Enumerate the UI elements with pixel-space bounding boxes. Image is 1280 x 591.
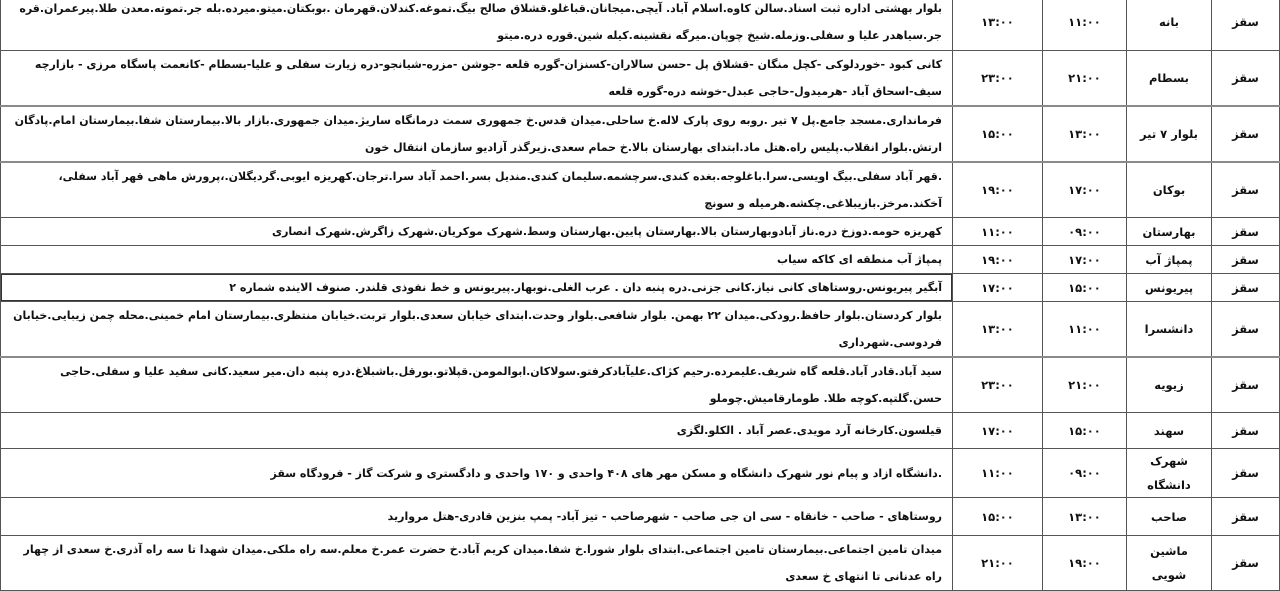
table-row: [1, 0, 1280, 51]
areas-description-cell: بلوار کردستان.بلوار حافظ.رودکی.میدان ۲۲ بهمن. بلوار شافعی.بلوار وحدت.ابتدای خیابان سعدی.بلوار تربت.خیابان منتظری.بیمارستان امام خمینی.محله چمن زیبایی.خیابان فردوسی.شهرداری: [1, 302, 953, 358]
end-time-cell: ۱۹:۰۰: [953, 246, 1043, 274]
end-time-cell: ۱۱:۰۰: [953, 449, 1043, 498]
table-row: [1, 413, 1280, 449]
end-time-cell: ۱۷:۰۰: [953, 413, 1043, 449]
start-time-cell: ۲۱:۰۰: [1043, 357, 1127, 413]
area-cell: بوکان: [1127, 162, 1212, 218]
areas-description-cell: کهریزه حومه.دوزخ دره.ناز آبادوبهارستان بالا.بهارستان پایین.بهارستان وسط.شهرک موکریان.شهرک زاگرش.شهرک انصاری: [1, 218, 953, 246]
areas-description-cell: قیلسون.کارخانه آرد مویدی.عصر آباد . الکلو.لگزی: [1, 413, 953, 449]
end-time-cell: ۱۹:۰۰: [953, 162, 1043, 218]
areas-description-cell: پمپاژ آب منطقه ای کاکه سیاب: [1, 246, 953, 274]
start-time-cell: ۱۱:۰۰: [1043, 302, 1127, 358]
start-time-cell: ۱۹:۰۰: [1043, 536, 1127, 591]
areas-description-cell: .دانشگاه ازاد و پیام نور شهرک دانشگاه و مسکن مهر های ۴۰۸ واحدی و ۱۷۰ واحدی و دادگستری و شرکت گاز - فرودگاه سقز: [1, 449, 953, 498]
table-row: [1, 106, 1280, 162]
city-cell: سقز: [1212, 357, 1280, 413]
areas-description-cell: روستاهای - صاحب - خانقاه - سی ان جی صاحب - شهرصاحب - تیز آباد- پمپ بنزین قادری-هتل مروارید: [1, 498, 953, 536]
areas-description-cell: آبگیر پیریونس.روستاهای کانی نیاز.کانی جزنی.دره پنبه دان . عرب الغلی.نوبهار.پیریونس و خط نفوذی قلندر. صنوف الاینده شماره ۲: [1, 274, 953, 302]
area-cell: پمپاژ آب: [1127, 246, 1212, 274]
city-cell: سقز: [1212, 413, 1280, 449]
city-cell: سقز: [1212, 162, 1280, 218]
end-time-cell: ۱۵:۰۰: [953, 498, 1043, 536]
area-cell: دانشسرا: [1127, 302, 1212, 358]
area-cell: بسطام: [1127, 51, 1212, 107]
start-time-cell: ۱۷:۰۰: [1043, 246, 1127, 274]
areas-description-cell: میدان تامین اجتماعی.بیمارستان تامین اجتماعی.ابتدای بلوار شورا.خ شفا.میدان کریم آباد.خ حضرت عمر.خ معلم.سه راه ملکی.میدان شهدا تا سه راه آذری.خ سعدی از چهار راه عدنانی تا انتهای خ سعدی: [1, 536, 953, 591]
city-cell: سقز: [1212, 51, 1280, 107]
city-cell: سقز: [1212, 274, 1280, 302]
start-time-cell: ۱۷:۰۰: [1043, 162, 1127, 218]
area-cell: بلوار ۷ تیر: [1127, 106, 1212, 162]
start-time-cell: ۱۳:۰۰: [1043, 498, 1127, 536]
city-cell: سقز: [1212, 449, 1280, 498]
table-row: [1, 449, 1280, 498]
table-row: [1, 218, 1280, 246]
end-time-cell: ۲۱:۰۰: [953, 536, 1043, 591]
start-time-cell: ۲۱:۰۰: [1043, 51, 1127, 107]
area-cell: سهند: [1127, 413, 1212, 449]
table-row: [1, 536, 1280, 591]
city-cell: سقز: [1212, 218, 1280, 246]
areas-description-cell: .قهر آباد سفلی.بیگ اویسی.سرا.باغلوجه.بغده کندی.سرچشمه.سلیمان کندی.مندیل بسر.احمد آباد سرا.ترجان.کهریزه ایوبی.گردیگلان.،پرورش ماهی قهر آباد سفلی، آخکند.مرخز.بازیبلاغی.چکشه.هرمیله و سونچ: [1, 162, 953, 218]
start-time-cell: ۰۹:۰۰: [1043, 218, 1127, 246]
end-time-cell: ۱۱:۰۰: [953, 218, 1043, 246]
end-time-cell: ۱۳:۰۰: [953, 0, 1043, 51]
table-row: [1, 302, 1280, 358]
area-cell: بانه: [1127, 0, 1212, 51]
areas-description-cell: بلوار بهشتی اداره ثبت اسناد.سالن کاوه.اسلام آباد. آیچی.میجانان.قباغلو.قشلاق صالح بیگ.تموغه.کندلان.قهرمان .بوبکتان.میتو.میرده.بله جر.تموته.معدن طلا.پیرعمران.قره جر.سیاهدر علیا و سفلی.وزمله.شیخ چوپان.میرگه نقشینه.کیله شین.قوره دره.میتو: [1, 0, 953, 51]
end-time-cell: ۲۳:۰۰: [953, 357, 1043, 413]
area-cell: زیویه: [1127, 357, 1212, 413]
city-cell: سقز: [1212, 302, 1280, 358]
end-time-cell: ۱۷:۰۰: [953, 274, 1043, 302]
table-row: [1, 162, 1280, 218]
areas-description-cell: فرمانداری.مسجد جامع.پل ۷ تیر .روبه روی پارک لاله.خ ساحلی.میدان قدس.خ جمهوری سمت درمانگاه ساریژ.میدان جمهوری.بازار بالا.بیمارستان شفا.بیمارستان امام.پادگان ارتش.بلوار انقلاب.پلیس راه.هتل ماد.ابتدای بهارستان بالا.خ حمام سعدی.زیرگذر آزادیو سازمان انتقال خون: [1, 106, 953, 162]
area-cell: ماشین شویی: [1127, 536, 1212, 591]
start-time-cell: ۱۵:۰۰: [1043, 274, 1127, 302]
areas-description-cell: کانی کبود -خوردلوکی -کچل منگان -قشلاق پل -حسن سالاران-کسنزان-گوره قلعه -جوشن -مزره-شیانجو-دره زیارت سفلی و علیا-بسطام -کانعمت پاسگاه مرزی - بازارچه سیف-اسحاق آباد -هرمیدول-حاجی عبدل-خوشه دره-گوره قلعه: [1, 51, 953, 107]
table-row: [1, 51, 1280, 107]
table-row: [1, 246, 1280, 274]
start-time-cell: ۱۳:۰۰: [1043, 106, 1127, 162]
start-time-cell: ۱۱:۰۰: [1043, 0, 1127, 51]
table-row: [1, 498, 1280, 536]
start-time-cell: ۰۹:۰۰: [1043, 449, 1127, 498]
city-cell: سقز: [1212, 106, 1280, 162]
table-row: [1, 274, 1280, 302]
end-time-cell: ۱۳:۰۰: [953, 302, 1043, 358]
end-time-cell: ۱۵:۰۰: [953, 106, 1043, 162]
city-cell: سقز: [1212, 498, 1280, 536]
end-time-cell: ۲۳:۰۰: [953, 51, 1043, 107]
area-cell: پیریونس: [1127, 274, 1212, 302]
areas-description-cell: سید آباد.قادر آباد.قلعه گاه شریف.علیمرده.رحیم کژاک.علیآبادکرفتو.سولاکان.ابوالمومن.قپلاتو.بورقل.باشبلاغ.دره پنبه دان.میر سعید.کانی سفید علیا و سفلی.حاجی حسن.گلتپه.کوچه طلا. طومارقامیش.چوملو: [1, 357, 953, 413]
area-cell: بهارستان: [1127, 218, 1212, 246]
city-cell: سقز: [1212, 536, 1280, 591]
area-cell: صاحب: [1127, 498, 1212, 536]
city-cell: سقز: [1212, 0, 1280, 51]
start-time-cell: ۱۵:۰۰: [1043, 413, 1127, 449]
city-cell: سقز: [1212, 246, 1280, 274]
area-cell: شهرک دانشگاه: [1127, 449, 1212, 498]
table-row: [1, 357, 1280, 413]
